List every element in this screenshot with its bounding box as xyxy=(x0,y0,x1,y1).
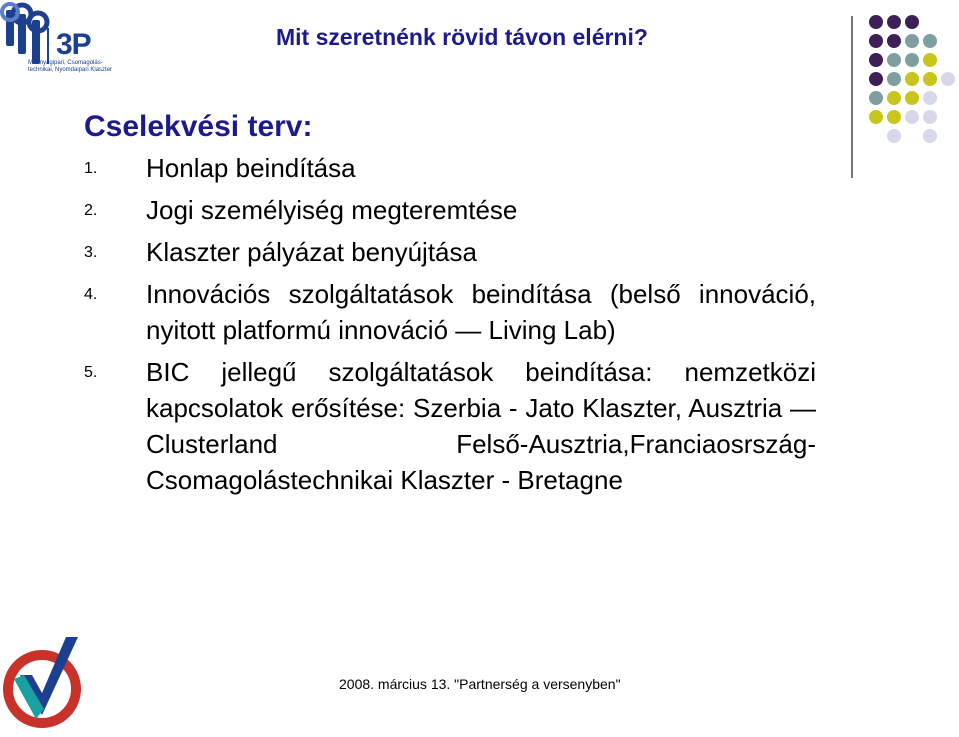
list-item xyxy=(84,276,816,348)
decorative-dot xyxy=(905,53,919,67)
list-item-text: Innovációs szolgáltatások beindítása (belső innováció, nyitott platformú innováció — Living Lab) xyxy=(146,279,816,345)
decorative-dot xyxy=(923,72,937,86)
decorative-dot xyxy=(923,129,937,143)
logo-subtitle-line: Műanyagipari, Csomagolás- xyxy=(28,60,103,66)
list-item-number: 4. xyxy=(84,286,98,303)
slide-title: Mit szeretnénk rövid távon elérni? xyxy=(276,24,648,50)
action-plan-list xyxy=(84,150,816,504)
decorative-dot xyxy=(923,53,937,67)
decorative-dot-grid xyxy=(862,12,958,162)
list-item-number: 5. xyxy=(84,364,98,381)
decorative-dot xyxy=(905,91,919,105)
logo-subtitle xyxy=(28,60,140,74)
divider-line xyxy=(851,16,853,178)
decorative-dot xyxy=(887,91,901,105)
decorative-dot xyxy=(941,72,955,86)
list-item-text: Honlap beindítása xyxy=(146,153,356,183)
decorative-dot xyxy=(869,91,883,105)
decorative-dot xyxy=(869,15,883,29)
list-item xyxy=(84,354,816,498)
decorative-dot xyxy=(869,34,883,48)
list-item xyxy=(84,234,816,270)
decorative-dot xyxy=(923,91,937,105)
decorative-dot xyxy=(887,110,901,124)
list-item-number: 2. xyxy=(84,202,98,219)
list-item xyxy=(84,150,816,186)
decorative-dot xyxy=(905,72,919,86)
list-item xyxy=(84,192,816,228)
list-item-number: 3. xyxy=(84,244,98,261)
3p-cluster-logo xyxy=(0,0,142,90)
decorative-dot xyxy=(905,15,919,29)
logo-subtitle-line: technikai, Nyomdaipari Klaszter xyxy=(28,67,113,73)
decorative-dot xyxy=(869,72,883,86)
seal-logo xyxy=(0,617,90,732)
decorative-dot xyxy=(887,34,901,48)
decorative-dot xyxy=(887,129,901,143)
decorative-dot xyxy=(905,34,919,48)
decorative-dot xyxy=(905,110,919,124)
decorative-dot xyxy=(887,53,901,67)
action-plan-heading: Cselekvési terv: xyxy=(84,110,313,143)
decorative-dot xyxy=(923,110,937,124)
decorative-dot xyxy=(869,53,883,67)
list-item-text: Jogi személyiség megteremtése xyxy=(146,195,518,225)
decorative-dot xyxy=(869,110,883,124)
list-item-text: Klaszter pályázat benyújtása xyxy=(146,237,477,267)
decorative-dot xyxy=(887,15,901,29)
logo-brand-text: 3P xyxy=(56,28,91,61)
decorative-dot xyxy=(923,34,937,48)
footer-text: 2008. március 13. "Partnerség a versenyben" xyxy=(339,676,621,692)
list-item-number: 1. xyxy=(84,160,98,177)
decorative-dot xyxy=(887,72,901,86)
list-item-text: BIC jellegű szolgáltatások beindítása: nemzetközi kapcsolatok erősítése: Szerbia - Jato Klaszter, Ausztria — Clusterland Felső-Ausztria,Franciaosrszág-Csomagolástechnikai Klaszter - Bretagne xyxy=(146,357,816,495)
